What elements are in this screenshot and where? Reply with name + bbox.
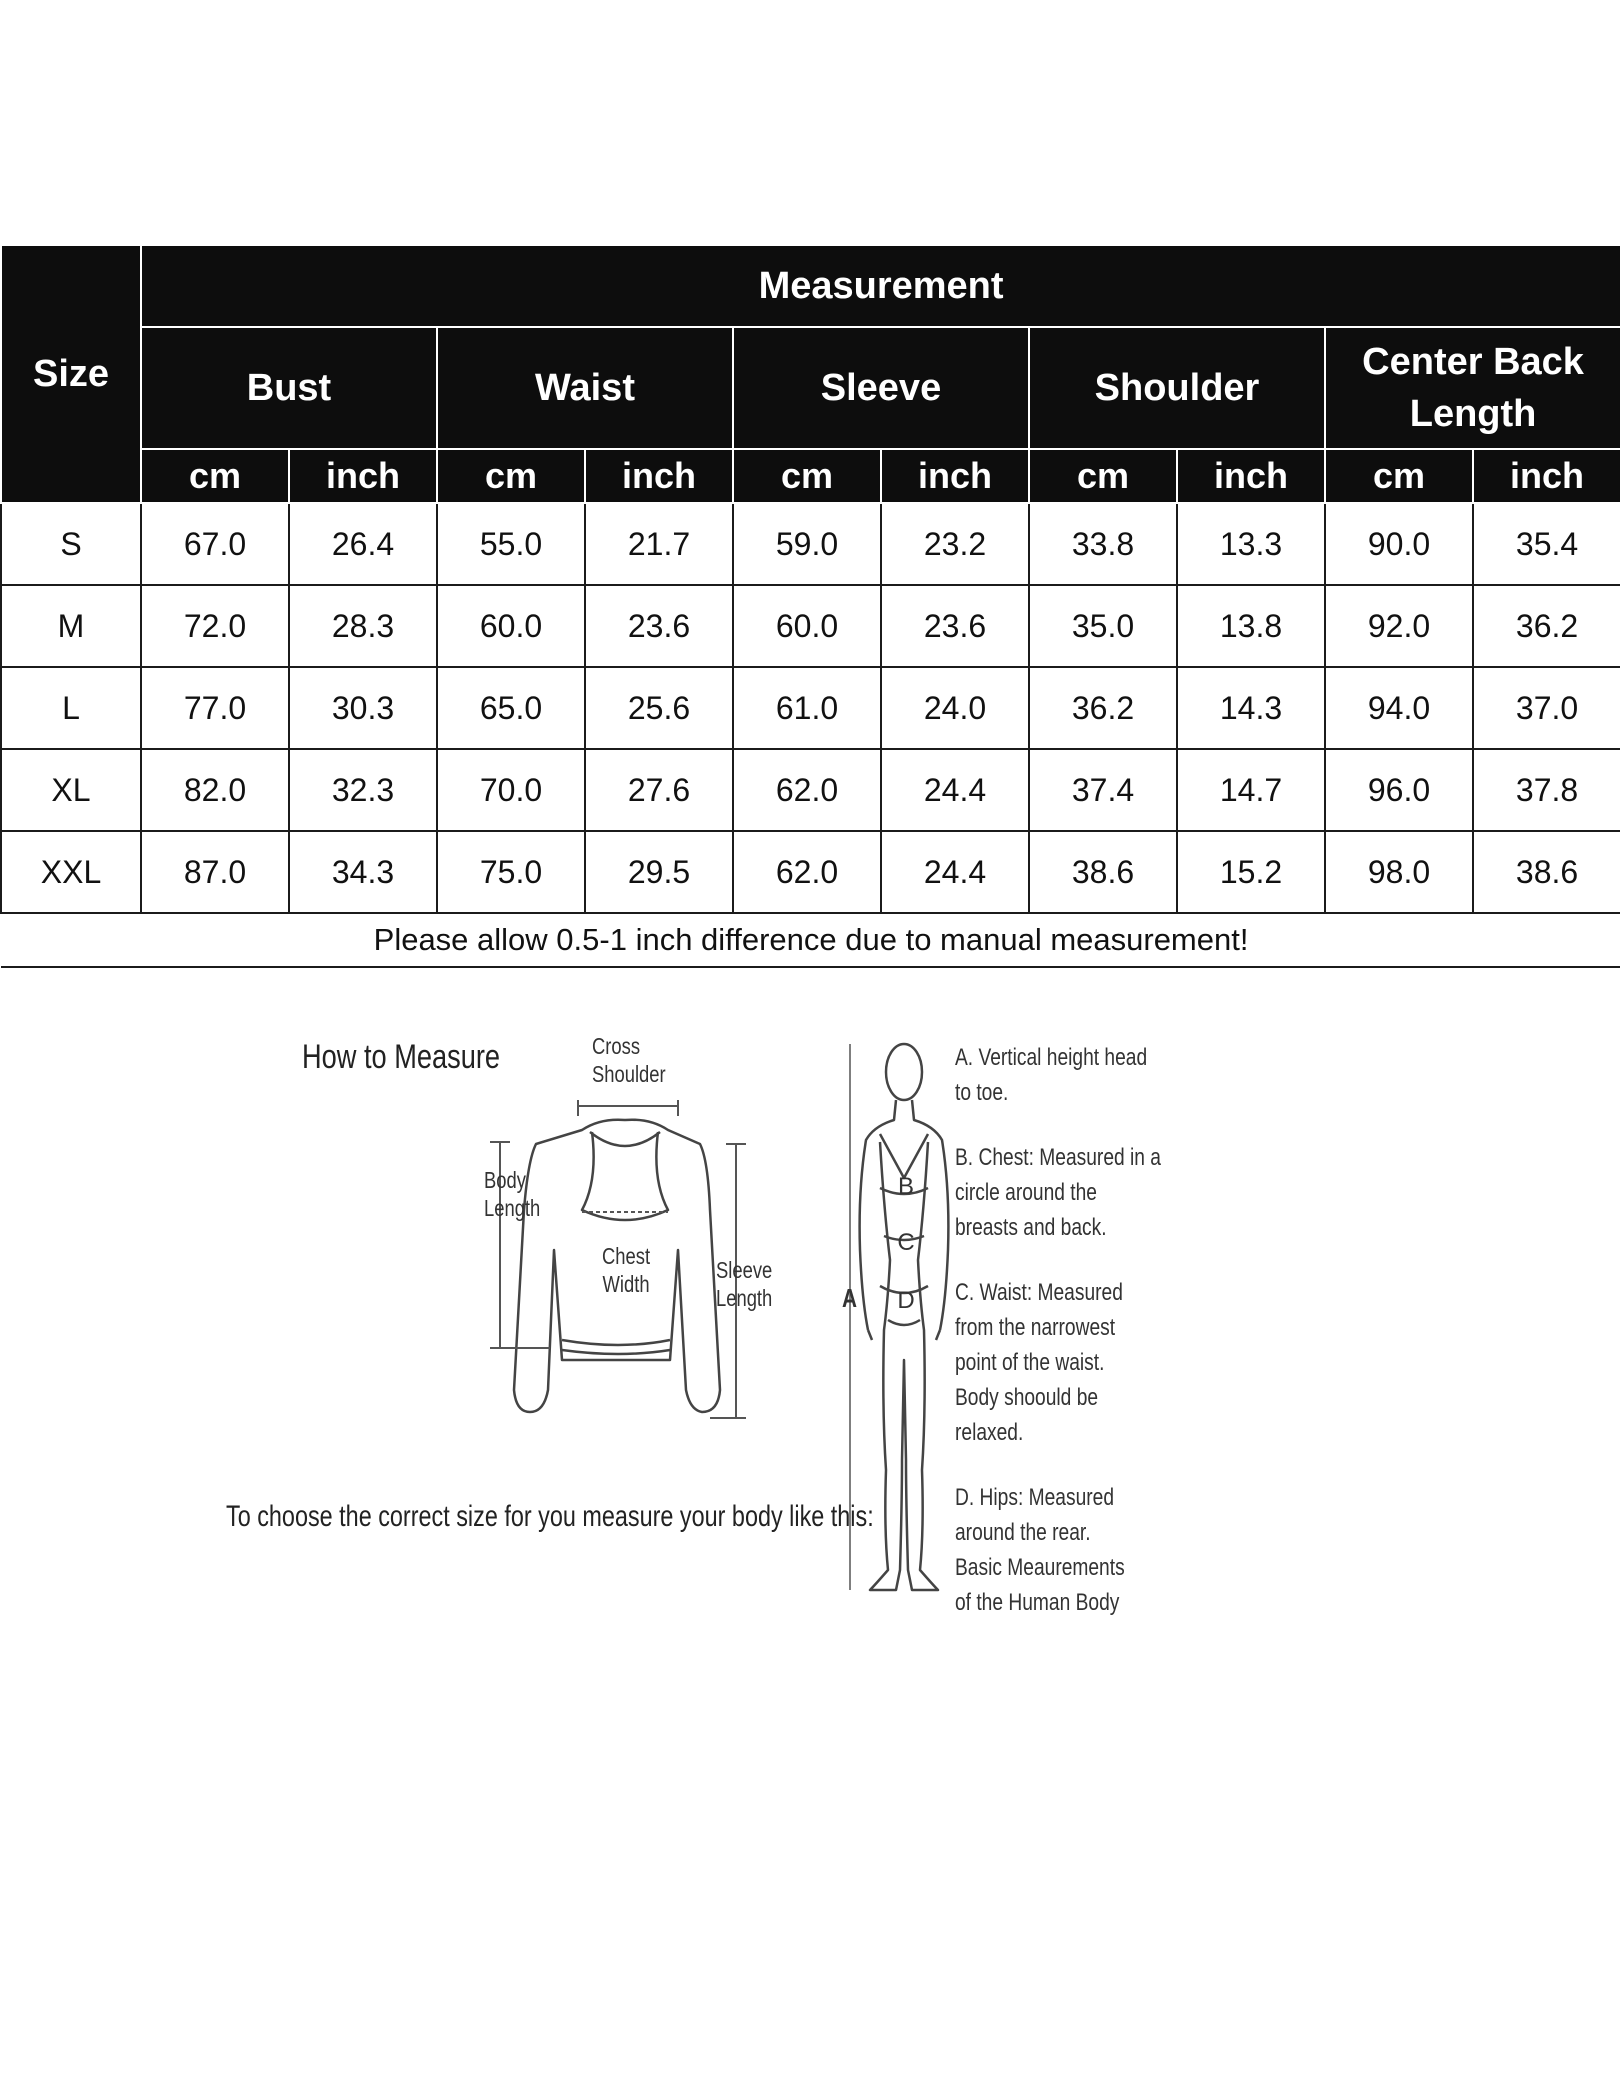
value-cell: 24.4 [881,749,1029,831]
value-cell: 96.0 [1325,749,1473,831]
value-cell: 37.0 [1473,667,1620,749]
value-cell: 35.0 [1029,585,1177,667]
size-cell: M [1,585,141,667]
how-to-measure-title: How to Measure [302,1038,501,1076]
size-cell: S [1,503,141,585]
unit-cm-header: cm [1325,449,1473,503]
table-row [1,503,1620,585]
how-to-measure-guide [0,1020,1620,1660]
size-cell: XL [1,749,141,831]
sleeve-length-label: Sleeve Length [716,1257,773,1311]
value-cell: 33.8 [1029,503,1177,585]
chest-width-label: Chest Width [602,1243,651,1297]
table-row [1,749,1620,831]
size-cell: L [1,667,141,749]
value-cell: 25.6 [585,667,733,749]
value-cell: 37.4 [1029,749,1177,831]
measurement-notes [955,1040,1275,1650]
value-cell: 61.0 [733,667,881,749]
group-header-sleeve: Sleeve [733,327,1029,449]
group-header-shoulder: Shoulder [1029,327,1325,449]
note-waist: C. Waist: Measured from the narrowest point of the waist. Body shoould be relaxed. [955,1279,1123,1446]
size-cell: XXL [1,831,141,913]
value-cell: 35.4 [1473,503,1620,585]
value-cell: 87.0 [141,831,289,913]
table-row [1,831,1620,913]
value-cell: 24.4 [881,831,1029,913]
value-cell: 37.8 [1473,749,1620,831]
unit-cm-header: cm [437,449,585,503]
value-cell: 65.0 [437,667,585,749]
value-cell: 14.3 [1177,667,1325,749]
value-cell: 21.7 [585,503,733,585]
unit-inch-header: inch [1473,449,1620,503]
value-cell: 59.0 [733,503,881,585]
value-cell: 26.4 [289,503,437,585]
note-hips: D. Hips: Measured around the rear. Basic Meaurements of the Human Body [955,1484,1125,1616]
body-figure-illustration [844,1030,964,1620]
size-chart [0,244,1620,968]
value-cell: 24.0 [881,667,1029,749]
marker-c: C [897,1229,915,1256]
value-cell: 15.2 [1177,831,1325,913]
table-row [1,585,1620,667]
value-cell: 77.0 [141,667,289,749]
value-cell: 62.0 [733,749,881,831]
table-row [1,667,1620,749]
value-cell: 38.6 [1473,831,1620,913]
note-height: A. Vertical height head to toe. [955,1044,1148,1106]
value-cell: 72.0 [141,585,289,667]
value-cell: 32.3 [289,749,437,831]
marker-d: D [897,1287,915,1314]
value-cell: 13.3 [1177,503,1325,585]
unit-inch-header: inch [881,449,1029,503]
value-cell: 30.3 [289,667,437,749]
body-length-label: Body Length [484,1167,541,1221]
unit-cm-header: cm [733,449,881,503]
value-cell: 98.0 [1325,831,1473,913]
value-cell: 23.6 [585,585,733,667]
choose-size-instruction: To choose the correct size for you measure your body like this: [226,1500,874,1533]
value-cell: 67.0 [141,503,289,585]
value-cell: 62.0 [733,831,881,913]
unit-inch-header: inch [585,449,733,503]
measurement-header: Measurement [141,245,1620,327]
value-cell: 23.2 [881,503,1029,585]
value-cell: 29.5 [585,831,733,913]
value-cell: 75.0 [437,831,585,913]
value-cell: 60.0 [437,585,585,667]
value-cell: 60.0 [733,585,881,667]
value-cell: 23.6 [881,585,1029,667]
value-cell: 55.0 [437,503,585,585]
value-cell: 28.3 [289,585,437,667]
unit-inch-header: inch [289,449,437,503]
unit-cm-header: cm [141,449,289,503]
value-cell: 34.3 [289,831,437,913]
value-cell: 13.8 [1177,585,1325,667]
marker-b: B [897,1173,915,1200]
value-cell: 36.2 [1473,585,1620,667]
value-cell: 92.0 [1325,585,1473,667]
value-cell: 14.7 [1177,749,1325,831]
unit-inch-header: inch [1177,449,1325,503]
group-header-bust: Bust [141,327,437,449]
value-cell: 90.0 [1325,503,1473,585]
size-header: Size [1,245,141,503]
size-table [0,244,1620,968]
note-chest: B. Chest: Measured in a circle around the breasts and back. [955,1144,1161,1241]
unit-cm-header: cm [1029,449,1177,503]
value-cell: 36.2 [1029,667,1177,749]
group-header-waist: Waist [437,327,733,449]
measurement-disclaimer: Please allow 0.5-1 inch difference due to manual measurement! [1,913,1620,967]
cross-shoulder-label: Cross Shoulder [592,1033,666,1087]
marker-a: A [842,1283,858,1313]
value-cell: 70.0 [437,749,585,831]
value-cell: 94.0 [1325,667,1473,749]
value-cell: 27.6 [585,749,733,831]
value-cell: 38.6 [1029,831,1177,913]
group-header-center-back-length: Center Back Length [1325,327,1620,449]
value-cell: 82.0 [141,749,289,831]
